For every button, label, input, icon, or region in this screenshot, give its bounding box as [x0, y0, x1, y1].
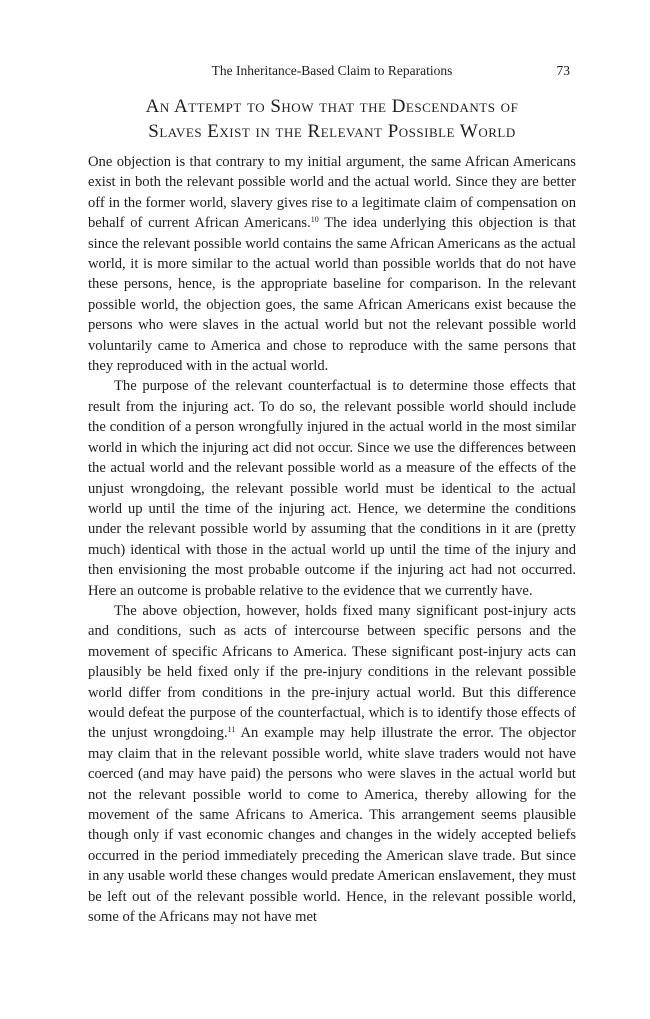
paragraph-1-text-a: One objection is that contrary to my initial argument, the same African Americans exist in both the relevant possible world and the actual world. Since they are better off in the former world, slavery gives rise to a legitimate claim of compensation on behalf of current African Americans. — [88, 154, 576, 232]
paragraph-3-text-b: An example may help illustrate the error. The objector may claim that in the relevant possible world, white slave traders would not have coerced (and may have paid) the persons who were slaves in the actual world but not the relevant possible world to come to America, thereby allowing for the movement of the same Africans to America. This arrangement seems plausible though only if vast economic changes and changes in the widely accepted beliefs occurred in the period immediately preceding the American slave trade. But since in any usable world these changes would predate American enslavement, they must be left out of the relevant possible world. Hence, in the relevant possible world, some of the Africans may not have met — [88, 725, 576, 926]
footnote-ref-10[interactable]: 10 — [310, 215, 319, 225]
section-heading-line-1: An Attempt to Show that the Descendants of — [145, 96, 519, 117]
footnote-ref-11[interactable]: 11 — [227, 725, 236, 735]
paragraph-1-text-b: The idea underlying this objection is that since the relevant possible world contains the same African Americans as the actual world, it is more similar to the actual world than possible worlds that do not have these persons, hence, is the appropriate baseline for comparison. In the relevant possible world, the objection goes, the same African Americans exist because the persons who were slaves in the actual world but not the relevant possible world voluntarily came to America and chose to reproduce with the same persons that they reproduced with in the actual world. — [88, 215, 576, 375]
paragraph-3 — [88, 601, 576, 928]
section-heading — [88, 94, 576, 144]
paragraph-2: The purpose of the relevant counterfactual is to determine those effects that result from the injuring act. To do so, the relevant possible world should include the condition of a person wrongfully injured in the actual world in the most similar world in which the injuring act did not occur. Since we use the differences between the actual world and the relevant possible world as a measure of the effects of the unjust wrongdoing, the relevant possible world must be identical to the actual world up until the time of the injuring act. Hence, we determine the conditions under the relevant possible world by assuming that the conditions in it are (pretty much) identical with those in the actual world up until the time of the injury and then envisioning the most probable outcome if the injuring act had not occurred. Here an outcome is probable relative to the evidence that we currently have. — [88, 378, 576, 599]
page-number: 73 — [556, 63, 570, 78]
running-head — [88, 63, 576, 81]
body-text — [88, 152, 576, 927]
running-title: The Inheritance-Based Claim to Reparations — [211, 63, 453, 78]
paragraph-1 — [88, 152, 576, 376]
paragraph-3-text-a: The above objection, however, holds fixed many significant post-injury acts and conditions, such as acts of intercourse between specific persons and the movement of specific Africans to America. These significant post-injury acts can plausibly be held fixed only if the pre-injury conditions in the relevant possible world differ from conditions in the pre-injury actual world. But this difference would defeat the purpose of the counterfactual, which is to identify those effects of the unjust wrongdoing. — [88, 602, 576, 742]
section-heading-line-2: Slaves Exist in the Relevant Possible World — [148, 121, 516, 142]
